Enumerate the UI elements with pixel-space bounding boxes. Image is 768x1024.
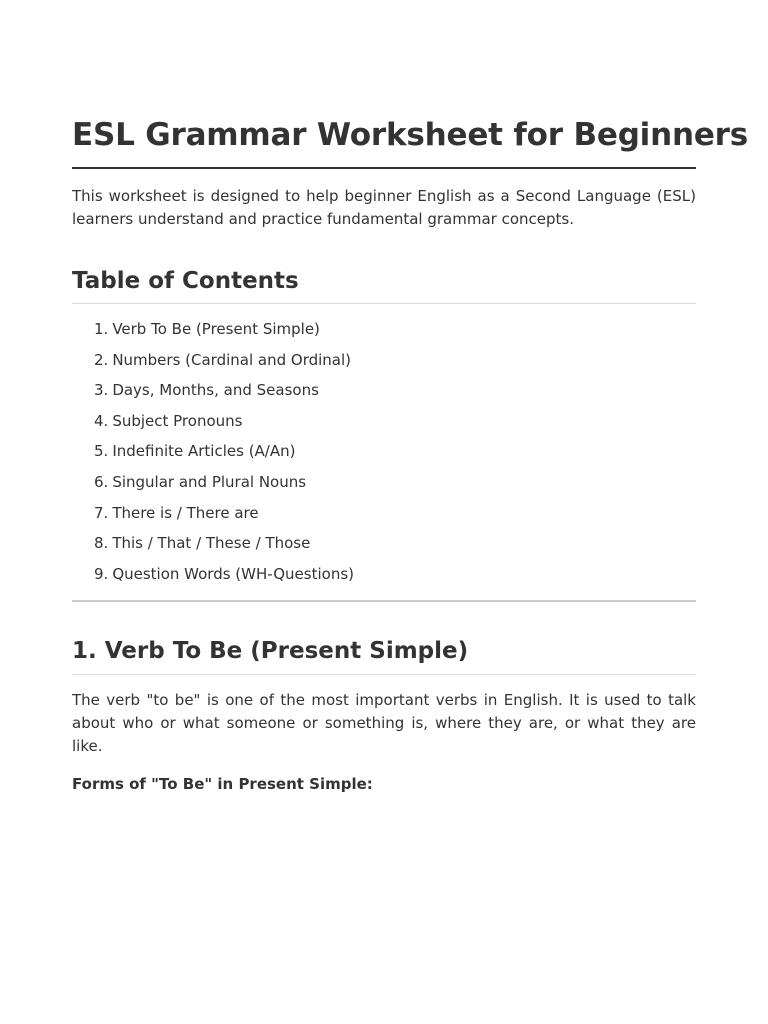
toc-item-number: 4. <box>94 411 109 430</box>
page-title: ESL Grammar Worksheet for Beginners <box>72 0 696 169</box>
toc-item-label: Days, Months, and Seasons <box>112 381 319 400</box>
section-paragraph: The verb "to be" is one of the most important verbs in English. It is used to talk about who or what someone or something is, where they are, or what they are like. <box>72 690 696 755</box>
toc-item-label: Singular and Plural Nouns <box>112 472 307 491</box>
toc-item-number: 2. <box>94 350 109 369</box>
toc-item-number: 7. <box>94 503 109 522</box>
toc-item-label: This / That / These / Those <box>112 534 311 553</box>
toc-item-singular-plural-nouns[interactable] <box>94 471 696 493</box>
toc-item-number: 9. <box>94 564 109 583</box>
toc-item-demonstratives[interactable] <box>94 532 696 554</box>
toc-item-days-months-seasons[interactable] <box>94 379 696 401</box>
toc-item-number: 8. <box>94 534 109 553</box>
toc-item-label: Question Words (WH-Questions) <box>112 564 354 583</box>
toc-item-subject-pronouns[interactable] <box>94 410 696 432</box>
toc-item-label: There is / There are <box>112 503 259 522</box>
toc-item-number: 1. <box>94 320 109 338</box>
toc-item-number: 6. <box>94 472 109 491</box>
toc-item-label: Indefinite Articles (A/An) <box>112 442 296 461</box>
intro-paragraph: This worksheet is designed to help beginner English as a Second Language (ESL) learners understand and practice fundamental grammar concepts. <box>72 187 696 228</box>
section-heading-verb-to-be: 1. Verb To Be (Present Simple) <box>72 634 696 675</box>
toc-item-there-is-there-are[interactable] <box>94 502 696 524</box>
toc-item-label: Subject Pronouns <box>112 411 243 430</box>
toc-heading: Table of Contents <box>72 264 696 304</box>
section-divider <box>72 600 696 602</box>
toc-item-numbers[interactable] <box>94 349 696 371</box>
toc-item-question-words[interactable] <box>94 563 696 585</box>
toc-item-label: Verb To Be (Present Simple) <box>112 320 320 338</box>
toc-item-verb-to-be[interactable] <box>94 318 696 340</box>
toc-item-label: Numbers (Cardinal and Ordinal) <box>112 350 352 369</box>
forms-label: Forms of "To Be" in Present Simple: <box>72 774 373 793</box>
toc-item-number: 3. <box>94 381 109 400</box>
toc-list <box>72 318 696 585</box>
toc-item-indefinite-articles[interactable] <box>94 440 696 462</box>
toc-item-number: 5. <box>94 442 109 461</box>
